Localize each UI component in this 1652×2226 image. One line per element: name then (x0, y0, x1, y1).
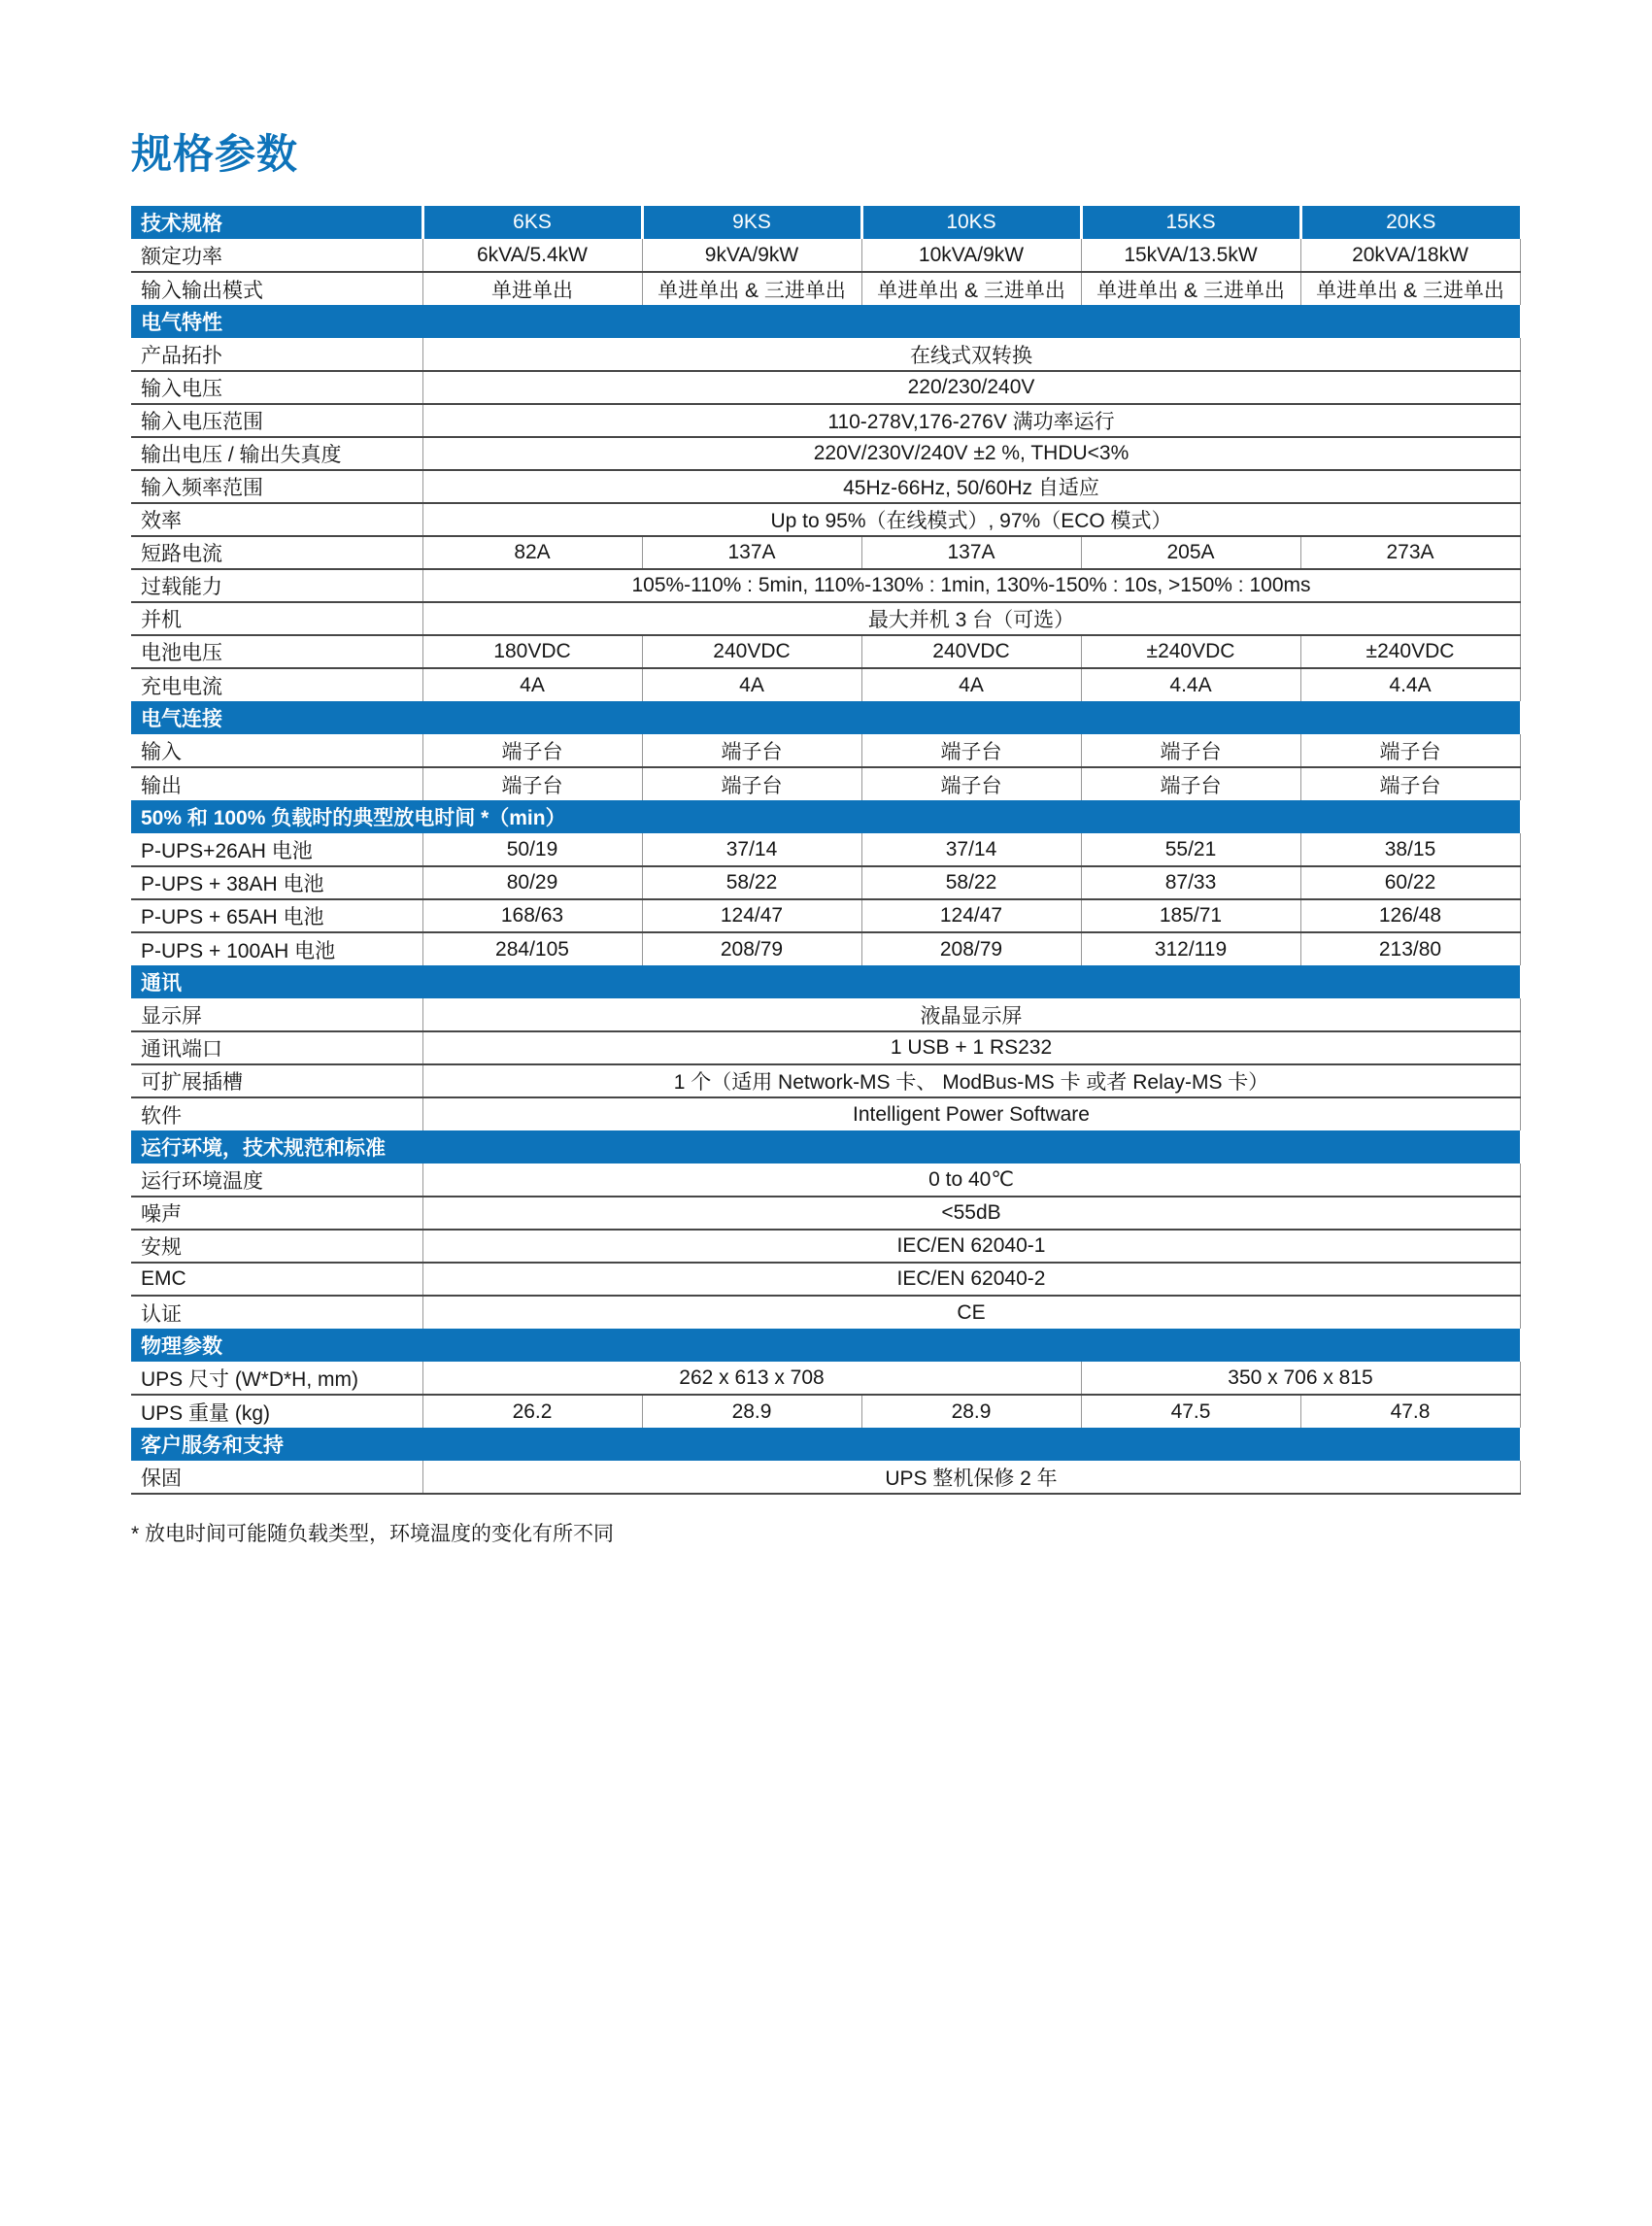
cell-value: 208/79 (642, 932, 861, 965)
cell-value: 240VDC (861, 635, 1081, 668)
row-label: P-UPS + 65AH 电池 (131, 899, 422, 932)
cell-value: 端子台 (642, 767, 861, 800)
cell-value-span: 在线式双转换 (422, 338, 1520, 371)
cell-value: 82A (422, 536, 642, 569)
spec-row (131, 833, 1520, 866)
cell-value-span: IEC/EN 62040-1 (422, 1230, 1520, 1263)
cell-value-span: 1 个（适用 Network-MS 卡、 ModBus-MS 卡 或者 Relay-MS 卡） (422, 1064, 1520, 1097)
cell-value: 87/33 (1081, 866, 1300, 899)
row-label: 输入电压 (131, 371, 422, 404)
spec-row (131, 536, 1520, 569)
cell-value-span: 262 x 613 x 708 (422, 1362, 1081, 1395)
row-label: P-UPS+26AH 电池 (131, 833, 422, 866)
spec-row (131, 404, 1520, 437)
cell-value-span: Intelligent Power Software (422, 1097, 1520, 1130)
section-row (131, 965, 1520, 998)
row-label: 运行环境温度 (131, 1164, 422, 1197)
cell-value: 4.4A (1081, 668, 1300, 701)
cell-value: 端子台 (1300, 734, 1520, 767)
spec-row (131, 932, 1520, 965)
cell-value-span: 350 x 706 x 815 (1081, 1362, 1520, 1395)
cell-value: 15kVA/13.5kW (1081, 239, 1300, 272)
row-label: 输入频率范围 (131, 470, 422, 503)
cell-value: 240VDC (642, 635, 861, 668)
cell-value: 58/22 (861, 866, 1081, 899)
row-label: 产品拓扑 (131, 338, 422, 371)
cell-value: ±240VDC (1300, 635, 1520, 668)
cell-value: 4A (861, 668, 1081, 701)
row-label: 认证 (141, 1302, 182, 1326)
column-header-model: 15KS (1081, 206, 1300, 239)
row-label: 噪声 (131, 1197, 422, 1230)
section-row (131, 1428, 1520, 1461)
page-title: 规格参数 (131, 131, 299, 177)
row-label: 输入输出模式 (141, 279, 263, 302)
cell-value: 端子台 (1081, 734, 1300, 767)
spec-row (131, 1197, 1520, 1230)
cell-value: 单进单出 & 三进单出 (1081, 272, 1300, 305)
cell-value: 10kVA/9kW (861, 239, 1081, 272)
section-row (131, 1329, 1520, 1362)
section-header: 物理参数 (131, 1329, 1520, 1362)
section-header: 客户服务和支持 (131, 1428, 1520, 1461)
cell-value: 端子台 (422, 734, 642, 767)
spec-table (131, 206, 1521, 1495)
cell-value-span: Up to 95%（在线模式）, 97%（ECO 模式） (422, 503, 1520, 536)
spec-row (131, 602, 1520, 635)
cell-value-span: 45Hz-66Hz, 50/60Hz 自适应 (422, 470, 1520, 503)
row-label: 显示屏 (131, 998, 422, 1031)
section-header: 50% 和 100% 负载时的典型放电时间 *（min） (131, 800, 1520, 833)
cell-value: 124/47 (861, 899, 1081, 932)
spec-row (131, 338, 1520, 371)
cell-value: 37/14 (642, 833, 861, 866)
spec-row (131, 239, 1520, 272)
cell-value: 312/119 (1081, 932, 1300, 965)
cell-value-span: 液晶显示屏 (422, 998, 1520, 1031)
cell-value: 208/79 (861, 932, 1081, 965)
cell-value: 47.5 (1081, 1395, 1300, 1428)
spec-row (131, 635, 1520, 668)
row-label: 软件 (141, 1104, 182, 1128)
cell-value: 205A (1081, 536, 1300, 569)
cell-value: 180VDC (422, 635, 642, 668)
cell-value: 60/22 (1300, 866, 1520, 899)
row-label: 输出电压 / 输出失真度 (131, 437, 422, 470)
row-label: 效率 (131, 503, 422, 536)
row-label: EMC (131, 1263, 422, 1296)
spec-row (131, 998, 1520, 1031)
cell-value: 端子台 (861, 767, 1081, 800)
cell-value-span: 0 to 40℃ (422, 1164, 1520, 1197)
cell-value: 50/19 (422, 833, 642, 866)
cell-value: 55/21 (1081, 833, 1300, 866)
cell-value: 58/22 (642, 866, 861, 899)
cell-value: 单进单出 & 三进单出 (642, 272, 861, 305)
row-label: 电池电压 (131, 635, 422, 668)
cell-value-span: 110-278V,176-276V 满功率运行 (422, 404, 1520, 437)
column-header-model: 10KS (861, 206, 1081, 239)
row-label: 额定功率 (131, 239, 422, 272)
section-row (131, 701, 1520, 734)
spec-row (131, 1097, 1520, 1130)
cell-value: 4A (642, 668, 861, 701)
spec-row (131, 1395, 1520, 1428)
cell-value-span: 220/230/240V (422, 371, 1520, 404)
spec-row (131, 1461, 1520, 1494)
cell-value-span: 220V/230V/240V ±2 %, THDU<3% (422, 437, 1520, 470)
spec-row (131, 569, 1520, 602)
section-row (131, 305, 1520, 338)
column-header-model: 20KS (1300, 206, 1520, 239)
cell-value: 28.9 (642, 1395, 861, 1428)
cell-value: 端子台 (1081, 767, 1300, 800)
row-label: UPS 重量 (kg) (141, 1401, 271, 1425)
cell-value: 37/14 (861, 833, 1081, 866)
cell-value: ±240VDC (1081, 635, 1300, 668)
section-header: 电气连接 (131, 701, 1520, 734)
row-label: 充电电流 (141, 675, 222, 698)
cell-value-span: CE (422, 1296, 1520, 1329)
cell-value: 单进单出 (422, 272, 642, 305)
row-label: 过载能力 (131, 569, 422, 602)
cell-value: 26.2 (422, 1395, 642, 1428)
spec-row (131, 503, 1520, 536)
cell-value: 4.4A (1300, 668, 1520, 701)
cell-value-span: 最大并机 3 台（可选） (422, 602, 1520, 635)
row-label: 保固 (131, 1461, 422, 1494)
spec-row (131, 1296, 1520, 1329)
cell-value: 9kVA/9kW (642, 239, 861, 272)
cell-value: 4A (422, 668, 642, 701)
row-label: P-UPS + 38AH 电池 (131, 866, 422, 899)
cell-value: 28.9 (861, 1395, 1081, 1428)
section-row (131, 800, 1520, 833)
spec-row (131, 899, 1520, 932)
cell-value: 38/15 (1300, 833, 1520, 866)
cell-value-span: 1 USB + 1 RS232 (422, 1031, 1520, 1064)
cell-value: 端子台 (1300, 767, 1520, 800)
spec-row (131, 1031, 1520, 1064)
spec-row (131, 734, 1520, 767)
spec-row (131, 1164, 1520, 1197)
row-label: 通讯端口 (131, 1031, 422, 1064)
row-label: 可扩展插槽 (131, 1064, 422, 1097)
row-label: 安规 (131, 1230, 422, 1263)
section-header: 运行环境，技术规范和标准 (131, 1130, 1520, 1164)
cell-value: 20kVA/18kW (1300, 239, 1520, 272)
cell-value-span: <55dB (422, 1197, 1520, 1230)
spec-row (131, 1230, 1520, 1263)
spec-row (131, 767, 1520, 800)
cell-value: 137A (642, 536, 861, 569)
cell-value: 284/105 (422, 932, 642, 965)
spec-row (131, 1362, 1520, 1395)
cell-value-span: IEC/EN 62040-2 (422, 1263, 1520, 1296)
cell-value: 137A (861, 536, 1081, 569)
spec-row (131, 866, 1520, 899)
cell-value: 273A (1300, 536, 1520, 569)
row-label: 输入电压范围 (131, 404, 422, 437)
section-header: 电气特性 (131, 305, 1520, 338)
cell-value: 47.8 (1300, 1395, 1520, 1428)
column-header-label: 技术规格 (131, 206, 422, 239)
section-header: 通讯 (131, 965, 1520, 998)
spec-row (131, 668, 1520, 701)
section-row (131, 1130, 1520, 1164)
spec-row (131, 470, 1520, 503)
cell-value: 单进单出 & 三进单出 (861, 272, 1081, 305)
cell-value: 168/63 (422, 899, 642, 932)
column-header-model: 6KS (422, 206, 642, 239)
row-label: 输入 (131, 734, 422, 767)
spec-row (131, 437, 1520, 470)
spec-row (131, 1064, 1520, 1097)
row-label: 并机 (131, 602, 422, 635)
column-header-model: 9KS (642, 206, 861, 239)
cell-value: 185/71 (1081, 899, 1300, 932)
row-label: UPS 尺寸 (W*D*H, mm) (131, 1362, 422, 1395)
cell-value: 端子台 (861, 734, 1081, 767)
cell-value: 端子台 (422, 767, 642, 800)
cell-value: 单进单出 & 三进单出 (1300, 272, 1520, 305)
cell-value: 80/29 (422, 866, 642, 899)
spec-row (131, 371, 1520, 404)
cell-value-span: UPS 整机保修 2 年 (422, 1461, 1520, 1494)
cell-value: 6kVA/5.4kW (422, 239, 642, 272)
spec-row (131, 1263, 1520, 1296)
cell-value: 124/47 (642, 899, 861, 932)
cell-value: 126/48 (1300, 899, 1520, 932)
spec-page (131, 122, 1520, 1568)
cell-value-span: 105%-110% : 5min, 110%-130% : 1min, 130%-150% : 10s, >150% : 100ms (422, 569, 1520, 602)
footnote: * 放电时间可能随负载类型，环境温度的变化有所不同 (131, 1523, 615, 1545)
spec-row (131, 272, 1520, 305)
cell-value: 213/80 (1300, 932, 1520, 965)
table-header-row (131, 206, 1520, 239)
cell-value: 端子台 (642, 734, 861, 767)
row-label: 输出 (141, 774, 182, 797)
row-label: 短路电流 (131, 536, 422, 569)
row-label: P-UPS + 100AH 电池 (141, 939, 336, 962)
